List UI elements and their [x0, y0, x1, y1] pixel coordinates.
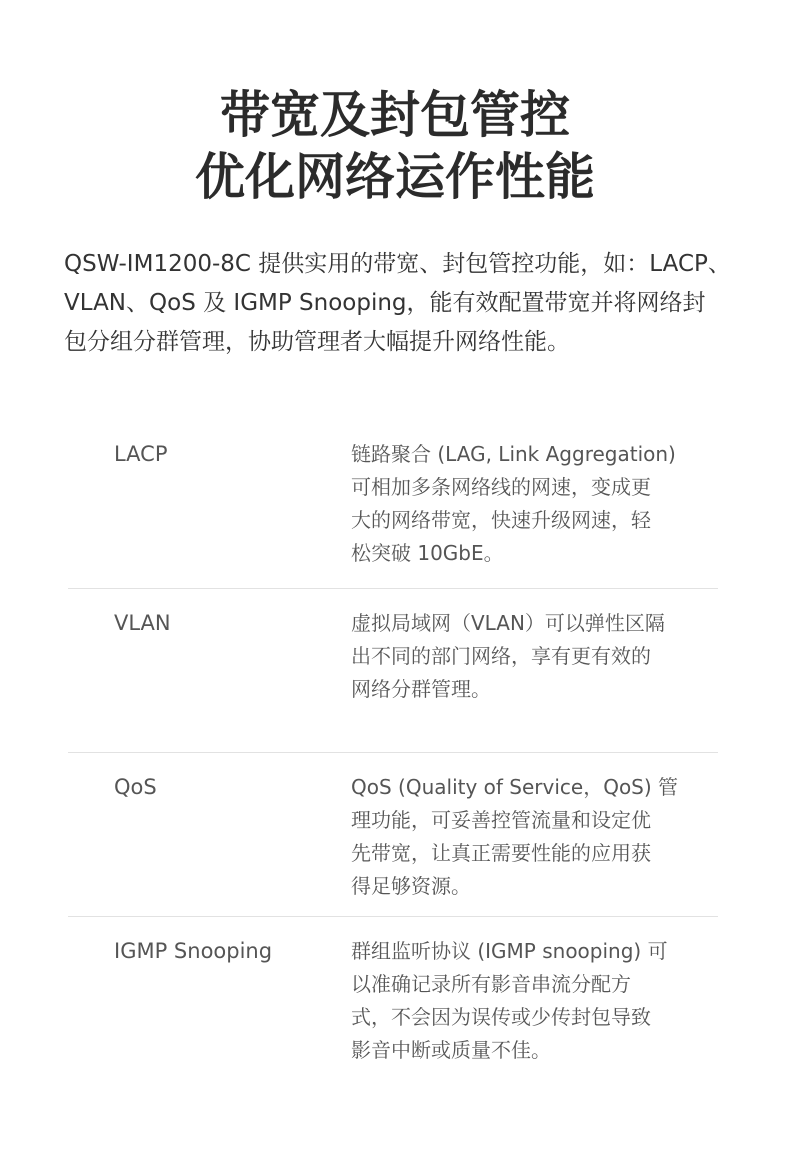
- description-line: 虚拟局域网（VLAN）可以弹性区隔: [351, 611, 665, 635]
- description-line: 松突破 10GbE。: [351, 541, 504, 565]
- description-line: 链路聚合 (LAG, Link Aggregation): [351, 442, 676, 466]
- feature-term: QoS: [114, 775, 157, 799]
- heading-line-2: 优化网络运作性能: [195, 148, 595, 206]
- page-heading: [0, 84, 790, 208]
- feature-term: VLAN: [114, 611, 171, 635]
- feature-row-vlan: [68, 589, 718, 753]
- description-line: 以准确记录所有影音串流分配方: [351, 972, 631, 996]
- description-line: 得足够资源。: [351, 874, 471, 898]
- description-line: 式，不会因为误传或少传封包导致: [351, 1005, 651, 1029]
- description-line: 影音中断或质量不佳。: [351, 1038, 551, 1062]
- description-line: 大的网络带宽，快速升级网速，轻: [351, 508, 651, 532]
- description-line: 出不同的部门网络，享有更有效的: [351, 644, 651, 668]
- description-line: 先带宽，让真正需要性能的应用获: [351, 841, 651, 865]
- feature-term: LACP: [114, 442, 168, 466]
- feature-description: [351, 935, 691, 1067]
- feature-term: IGMP Snooping: [114, 939, 273, 963]
- feature-table: [68, 420, 718, 1087]
- intro-line: VLAN、QoS 及 IGMP Snooping，能有效配置带宽并将网络封: [64, 290, 706, 316]
- feature-row-igmp: [68, 917, 718, 1087]
- feature-row-lacp: [68, 420, 718, 589]
- intro-paragraph: [64, 245, 734, 362]
- description-line: 理功能，可妥善控管流量和设定优: [351, 808, 651, 832]
- intro-line: 包分组分群管理，协助管理者大幅提升网络性能。: [64, 329, 570, 355]
- feature-description: [351, 607, 691, 706]
- description-line: QoS (Quality of Service，QoS) 管: [351, 775, 679, 799]
- feature-description: [351, 771, 691, 903]
- description-line: 网络分群管理。: [351, 677, 491, 701]
- description-line: 可相加多条网络线的网速，变成更: [351, 475, 651, 499]
- feature-row-qos: [68, 753, 718, 917]
- description-line: 群组监听协议 (IGMP snooping) 可: [351, 939, 668, 963]
- heading-line-1: 带宽及封包管控: [220, 86, 570, 144]
- intro-line: QSW-IM1200-8C 提供实用的带宽、封包管控功能，如：LACP、: [64, 251, 731, 277]
- feature-description: [351, 438, 691, 570]
